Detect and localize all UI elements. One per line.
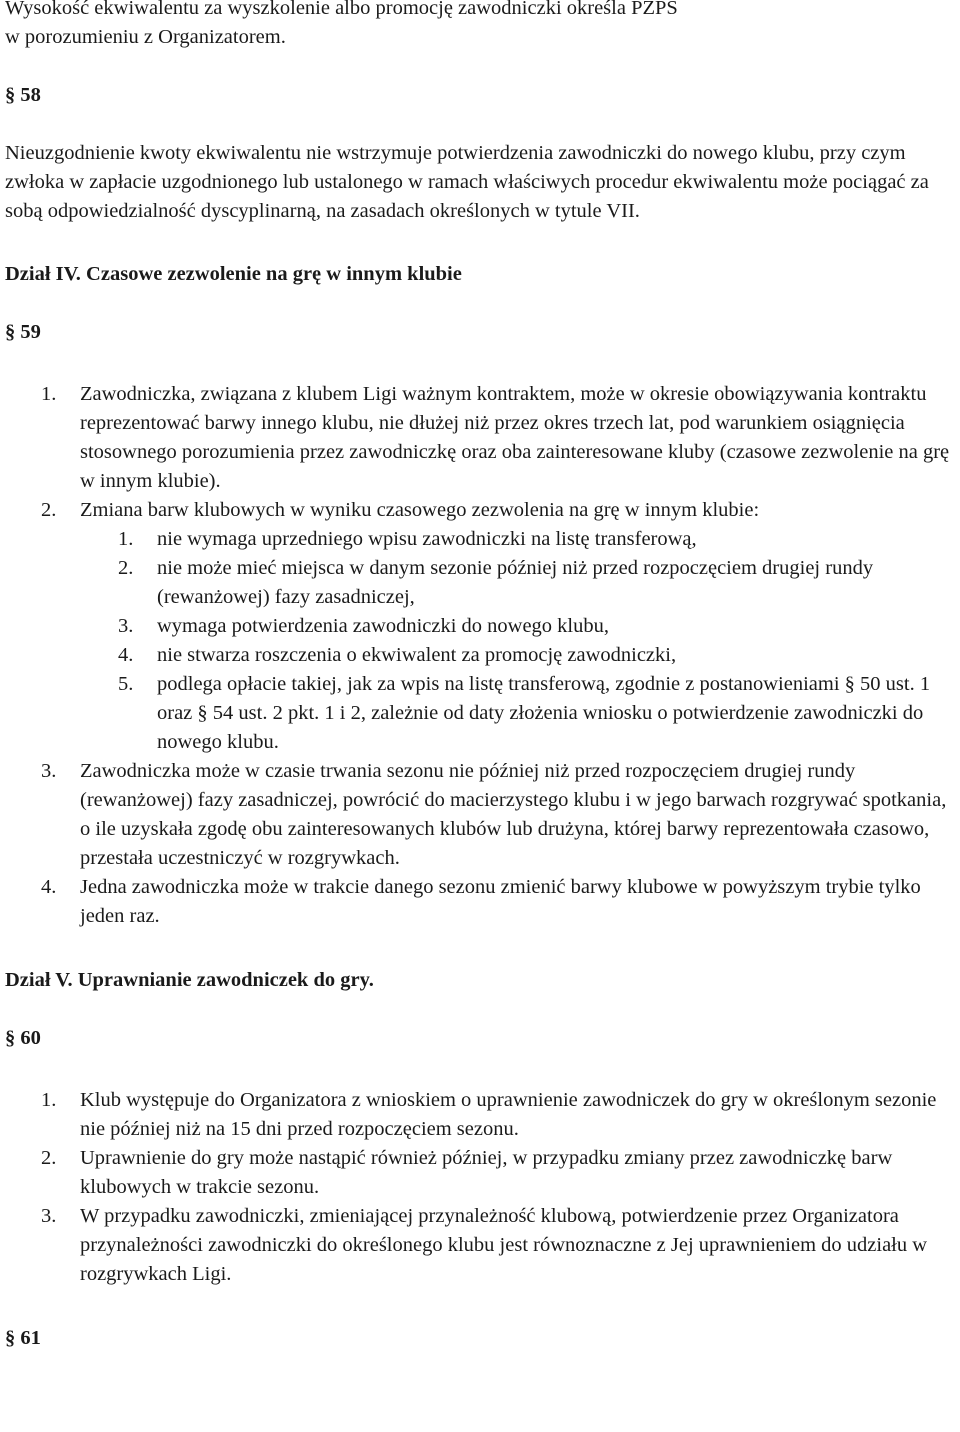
item-text: Zawodniczka może w czasie trwania sezonu nie później niż przed rozpoczęciem drugiej rundy (rewanżowej) fazy zasadniczej, powrócić do macierzystego klubu i w jego barwach rozgrywać spotkania, o ile uzyskała zgodę obu zainteresowanych klubów lub drużyna, której barwy reprezentowała czasowo, przestała uczestniczyć w rozgrywkach. (80, 760, 947, 869)
section-59-list (5, 380, 957, 931)
item-number: 3. (41, 1205, 57, 1227)
sub-item-text: nie stwarza roszczenia o ekwiwalent za promocję zawodniczki, (157, 644, 677, 666)
sub-item-number: 2. (118, 557, 134, 579)
sub-list-item (80, 554, 957, 612)
item-text: W przypadku zawodniczki, zmieniającej przynależność klubową, potwierdzenie przez Organizatora przynależności zawodniczki do określonego klubu jest równoznaczne z Jej uprawnieniem do udziału w rozgrywkach Ligi. (80, 1205, 928, 1285)
sub-item-text: nie wymaga uprzedniego wpisu zawodniczki na listę transferową, (157, 528, 697, 550)
sub-item-number: 4. (118, 644, 134, 666)
section-60-list (5, 1086, 957, 1289)
item-text: Zawodniczka, związana z klubem Ligi ważnym kontraktem, może w okresie obowiązywania kontraktu reprezentować barwy innego klubu, nie dłużej niż przez okres trzech lat, pod warunkiem osiągnięcia stosownego porozumienia przez zawodniczkę oraz oba zainteresowane kluby (czasowe zezwolenie na grę w innym klubie). (80, 383, 950, 492)
list-item (5, 1144, 957, 1202)
list-item (5, 496, 957, 757)
list-item (5, 380, 957, 496)
section-61-heading: § 61 (5, 1327, 41, 1349)
sub-list-item (80, 525, 957, 554)
section-58-text: Nieuzgodnienie kwoty ekwiwalentu nie wstrzymuje potwierdzenia zawodniczki do nowego klubu, przy czym zwłoka w zapłacie uzgodnionego lub ustalonego w ramach właściwych procedur ekwiwalentu może pociągać za sobą odpowiedzialność dyscyplinarną, na zasadach określonych w tytule VII. (5, 142, 929, 222)
item-number: 3. (41, 760, 57, 782)
item-number: 1. (41, 383, 57, 405)
list-item (5, 757, 957, 873)
item-number: 4. (41, 876, 57, 898)
section-59-heading: § 59 (5, 321, 41, 343)
item-text: Klub występuje do Organizatora z wnioskiem o uprawnienie zawodniczek do gry w określonym sezonie nie później niż na 15 dni przed rozpoczęciem sezonu. (80, 1089, 937, 1140)
sub-list-item (80, 612, 957, 641)
intro-line-2: w porozumieniu z Organizatorem. (5, 26, 286, 48)
item-text: Jedna zawodniczka może w trakcie danego sezonu zmienić barwy klubowe w powyższym trybie tylko jeden raz. (80, 876, 921, 927)
sub-list-item (80, 641, 957, 670)
sub-item-number: 1. (118, 528, 134, 550)
sub-item-text: nie może mieć miejsca w danym sezonie później niż przed rozpoczęciem drugiej rundy (rewanżowej) fazy zasadniczej, (157, 557, 874, 608)
list-item (5, 873, 957, 931)
intro-line-1: Wysokość ekwiwalentu za wyszkolenie albo promocję zawodniczki określa PZPS (5, 0, 678, 19)
item-number: 2. (41, 499, 57, 521)
section-58-heading: § 58 (5, 84, 41, 106)
sub-list-item (80, 670, 957, 757)
dzial-iv-title: Dział IV. Czasowe zezwolenie na grę w innym klubie (5, 263, 462, 285)
item-number: 2. (41, 1147, 57, 1169)
document-page (5, 0, 957, 1353)
sub-list (5, 525, 957, 757)
sub-item-number: 5. (118, 673, 134, 695)
item-number: 1. (41, 1089, 57, 1111)
intro-paragraph (5, 0, 957, 52)
section-60-heading: § 60 (5, 1027, 41, 1049)
sub-item-text: podlega opłacie takiej, jak za wpis na listę transferową, zgodnie z postanowieniami § 50 ust. 1 oraz § 54 ust. 2 pkt. 1 i 2, zależnie od daty złożenia wniosku o potwierdzenie zawodniczki do nowego klubu. (157, 673, 931, 753)
dzial-v-title: Dział V. Uprawnianie zawodniczek do gry. (5, 969, 374, 991)
item-text: Uprawnienie do gry może nastąpić również później, w przypadku zmiany przez zawodniczkę barw klubowych w trakcie sezonu. (80, 1147, 893, 1198)
item-text: Zmiana barw klubowych w wyniku czasowego zezwolenia na grę w innym klubie: (80, 499, 760, 521)
list-item (5, 1202, 957, 1289)
sub-item-text: wymaga potwierdzenia zawodniczki do nowego klubu, (157, 615, 610, 637)
sub-item-number: 3. (118, 615, 134, 637)
list-item (5, 1086, 957, 1144)
